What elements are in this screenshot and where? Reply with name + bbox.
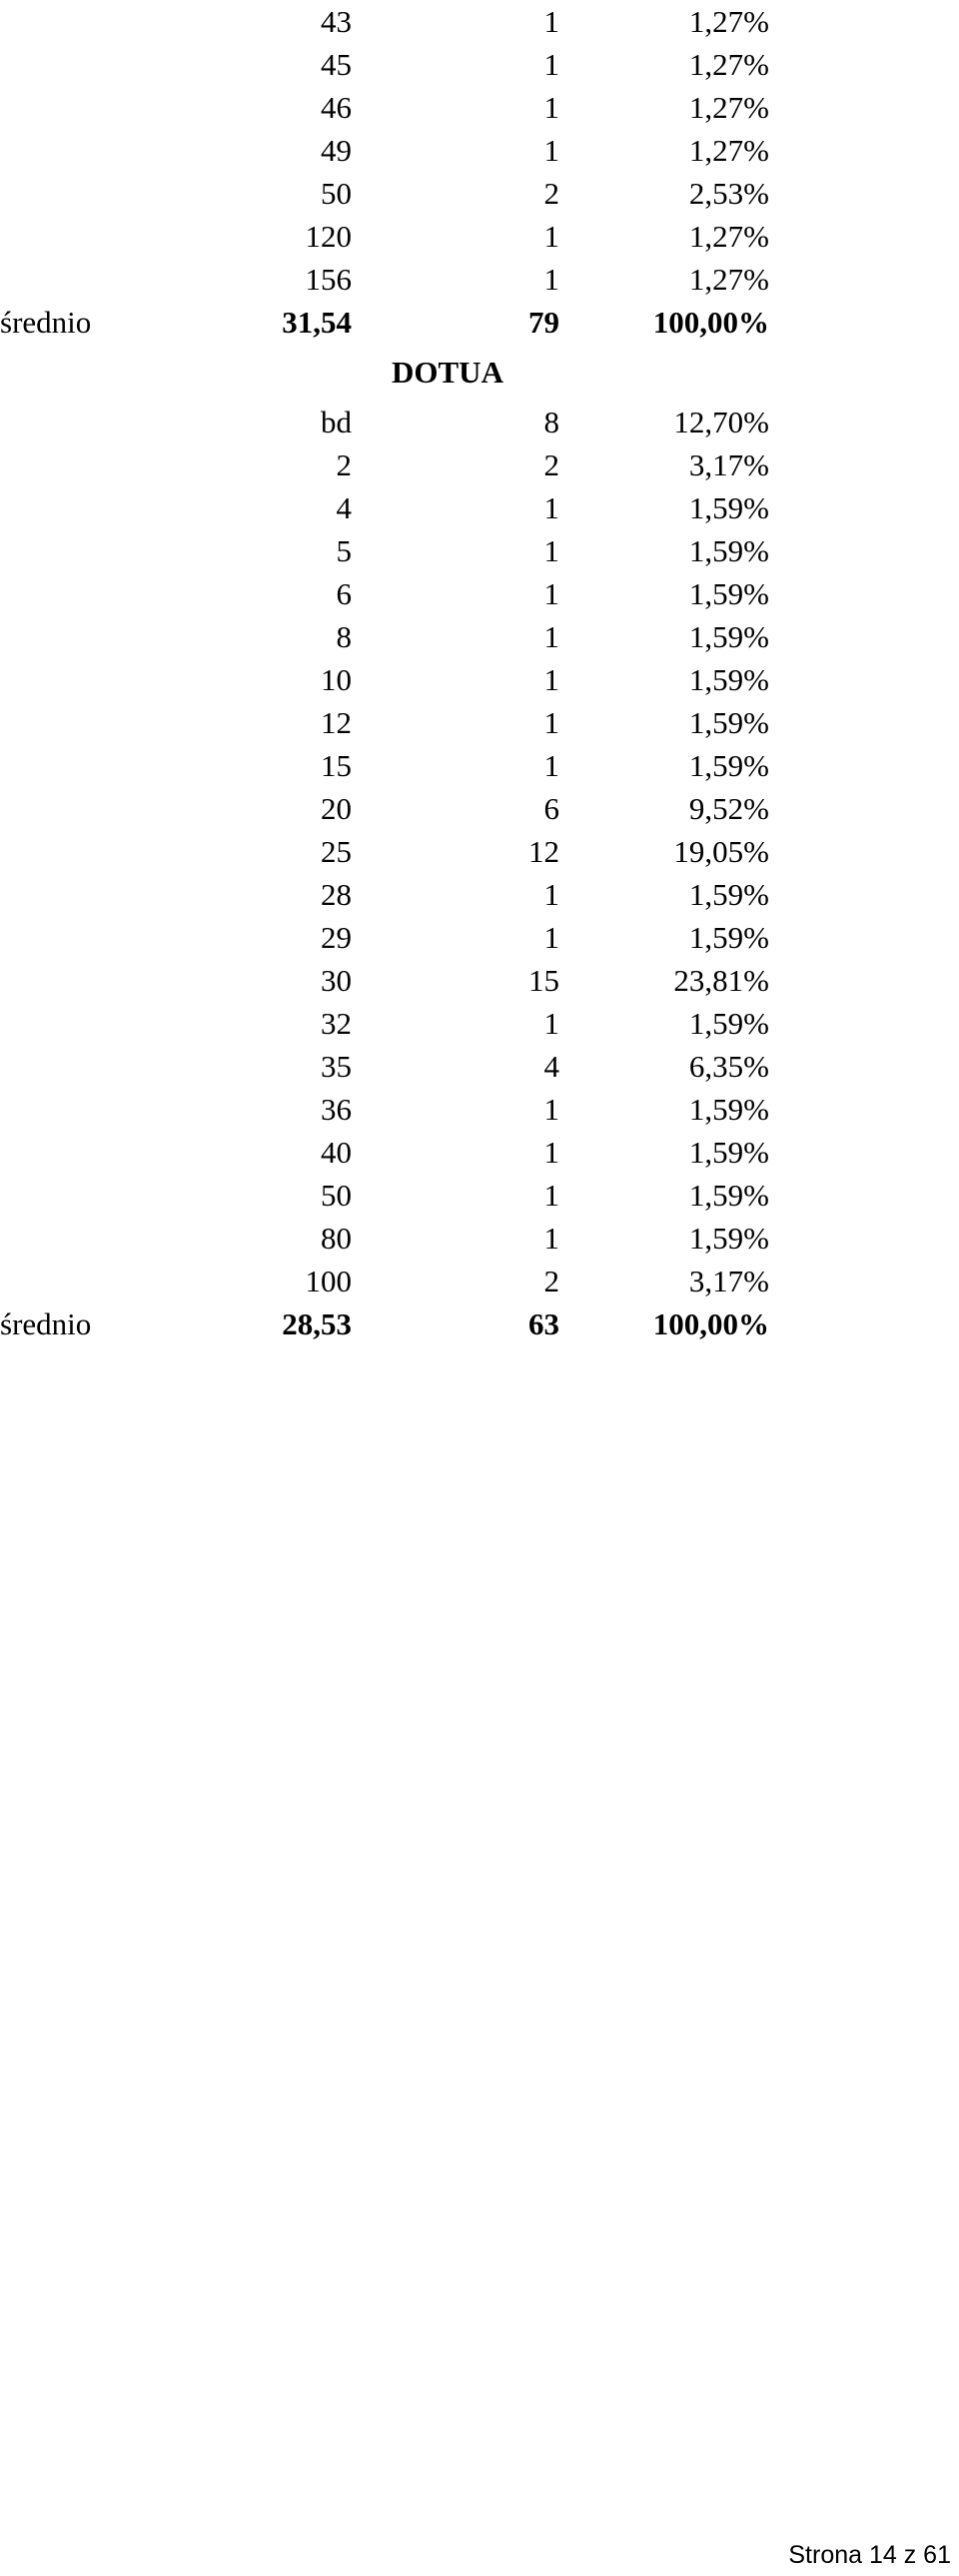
value-cell: 4 xyxy=(336,490,352,525)
value-cell: 8 xyxy=(336,619,352,654)
percent-cell: 3,17% xyxy=(688,1264,769,1298)
table-row xyxy=(0,572,789,615)
count-cell: 1 xyxy=(543,1092,559,1127)
summary-count: 79 xyxy=(528,305,559,340)
percent-cell: 1,59% xyxy=(688,877,769,912)
table-row xyxy=(0,1174,789,1217)
percent-cell: 2,53% xyxy=(688,176,769,211)
table-row xyxy=(0,529,789,572)
value-cell: 32 xyxy=(321,1006,352,1041)
value-cell: 45 xyxy=(321,47,352,82)
value-cell: 36 xyxy=(321,1092,352,1127)
table-row xyxy=(0,744,789,787)
count-cell: 1 xyxy=(543,877,559,912)
percent-cell: 1,59% xyxy=(688,748,769,783)
percent-cell: 1,27% xyxy=(688,219,769,254)
value-cell: 25 xyxy=(321,834,352,869)
summary-count: 63 xyxy=(528,1306,559,1341)
percent-cell: 19,05% xyxy=(673,834,769,869)
percent-cell: 1,27% xyxy=(688,262,769,297)
page-number: Strona 14 z 61 xyxy=(788,2541,951,2569)
value-cell: 49 xyxy=(321,133,352,168)
value-cell: 5 xyxy=(336,533,352,568)
percent-cell: 1,59% xyxy=(688,920,769,955)
table-row xyxy=(0,1260,789,1302)
value-cell: 156 xyxy=(305,262,352,297)
count-cell: 1 xyxy=(543,748,559,783)
section-heading-text: DOTUA xyxy=(392,355,503,390)
count-cell: 1 xyxy=(543,920,559,955)
table-row xyxy=(0,873,789,916)
table-row xyxy=(0,0,789,43)
percent-cell: 23,81% xyxy=(673,963,769,998)
count-cell: 1 xyxy=(543,133,559,168)
value-cell: 28 xyxy=(321,877,352,912)
table-row xyxy=(0,215,789,258)
table-row xyxy=(0,658,789,701)
table-row xyxy=(0,401,789,443)
table-row xyxy=(0,129,789,172)
value-cell: 40 xyxy=(321,1135,352,1170)
value-cell: 46 xyxy=(321,90,352,125)
summary-row xyxy=(0,301,789,344)
count-cell: 1 xyxy=(543,576,559,611)
table-row xyxy=(0,830,789,873)
percent-cell: 1,59% xyxy=(688,533,769,568)
value-cell: 100 xyxy=(305,1264,352,1298)
count-cell: 1 xyxy=(543,533,559,568)
count-cell: 4 xyxy=(543,1049,559,1084)
percent-cell: 1,27% xyxy=(688,4,769,39)
table-section-2 xyxy=(0,344,789,1345)
percent-cell: 1,27% xyxy=(688,90,769,125)
value-cell: 80 xyxy=(321,1221,352,1256)
percent-cell: 1,59% xyxy=(688,1221,769,1256)
table-row xyxy=(0,615,789,658)
count-cell: 1 xyxy=(543,1006,559,1041)
frequency-tables xyxy=(0,0,789,1345)
percent-cell: 1,59% xyxy=(688,1178,769,1213)
count-cell: 1 xyxy=(543,705,559,740)
value-cell: 15 xyxy=(321,748,352,783)
summary-percent: 100,00% xyxy=(652,305,769,340)
value-cell: 30 xyxy=(321,963,352,998)
table-row xyxy=(0,172,789,215)
value-cell: 12 xyxy=(321,705,352,740)
table-section-1 xyxy=(0,0,789,344)
table-row xyxy=(0,486,789,529)
section-heading xyxy=(0,344,789,401)
summary-label: średnio xyxy=(0,305,92,340)
count-cell: 15 xyxy=(528,963,559,998)
table-row xyxy=(0,43,789,86)
percent-cell: 1,27% xyxy=(688,133,769,168)
table-row xyxy=(0,787,789,830)
count-cell: 1 xyxy=(543,219,559,254)
summary-percent: 100,00% xyxy=(652,1306,769,1341)
count-cell: 1 xyxy=(543,1178,559,1213)
value-cell: bd xyxy=(321,405,352,439)
table-row xyxy=(0,1217,789,1260)
count-cell: 2 xyxy=(543,447,559,482)
count-cell: 1 xyxy=(543,619,559,654)
percent-cell: 6,35% xyxy=(688,1049,769,1084)
value-cell: 29 xyxy=(321,920,352,955)
percent-cell: 1,59% xyxy=(688,1092,769,1127)
value-cell: 35 xyxy=(321,1049,352,1084)
count-cell: 2 xyxy=(543,176,559,211)
table-row xyxy=(0,1002,789,1045)
table-row xyxy=(0,1088,789,1131)
value-cell: 10 xyxy=(321,662,352,697)
table-row xyxy=(0,701,789,744)
percent-cell: 12,70% xyxy=(673,405,769,439)
table-row xyxy=(0,959,789,1002)
percent-cell: 1,59% xyxy=(688,576,769,611)
percent-cell: 1,59% xyxy=(688,619,769,654)
count-cell: 1 xyxy=(543,1135,559,1170)
percent-cell: 9,52% xyxy=(688,791,769,826)
value-cell: 20 xyxy=(321,791,352,826)
table-row xyxy=(0,1045,789,1088)
summary-value: 31,54 xyxy=(282,305,352,340)
percent-cell: 1,59% xyxy=(688,662,769,697)
table-row xyxy=(0,916,789,959)
summary-label: średnio xyxy=(0,1306,92,1341)
value-cell: 50 xyxy=(321,176,352,211)
value-cell: 6 xyxy=(336,576,352,611)
count-cell: 1 xyxy=(543,262,559,297)
count-cell: 1 xyxy=(543,90,559,125)
count-cell: 1 xyxy=(543,1221,559,1256)
percent-cell: 1,59% xyxy=(688,490,769,525)
count-cell: 1 xyxy=(543,47,559,82)
percent-cell: 1,59% xyxy=(688,1006,769,1041)
count-cell: 6 xyxy=(543,791,559,826)
percent-cell: 1,59% xyxy=(688,1135,769,1170)
percent-cell: 3,17% xyxy=(688,447,769,482)
percent-cell: 1,59% xyxy=(688,705,769,740)
value-cell: 2 xyxy=(336,447,352,482)
percent-cell: 1,27% xyxy=(688,47,769,82)
count-cell: 8 xyxy=(543,405,559,439)
count-cell: 1 xyxy=(543,4,559,39)
table-row xyxy=(0,258,789,301)
value-cell: 43 xyxy=(321,4,352,39)
count-cell: 1 xyxy=(543,662,559,697)
count-cell: 2 xyxy=(543,1264,559,1298)
summary-value: 28,53 xyxy=(282,1306,352,1341)
summary-row xyxy=(0,1302,789,1345)
table-row xyxy=(0,86,789,129)
count-cell: 12 xyxy=(528,834,559,869)
value-cell: 50 xyxy=(321,1178,352,1213)
table-row xyxy=(0,1131,789,1174)
value-cell: 120 xyxy=(305,219,352,254)
table-row xyxy=(0,443,789,486)
count-cell: 1 xyxy=(543,490,559,525)
